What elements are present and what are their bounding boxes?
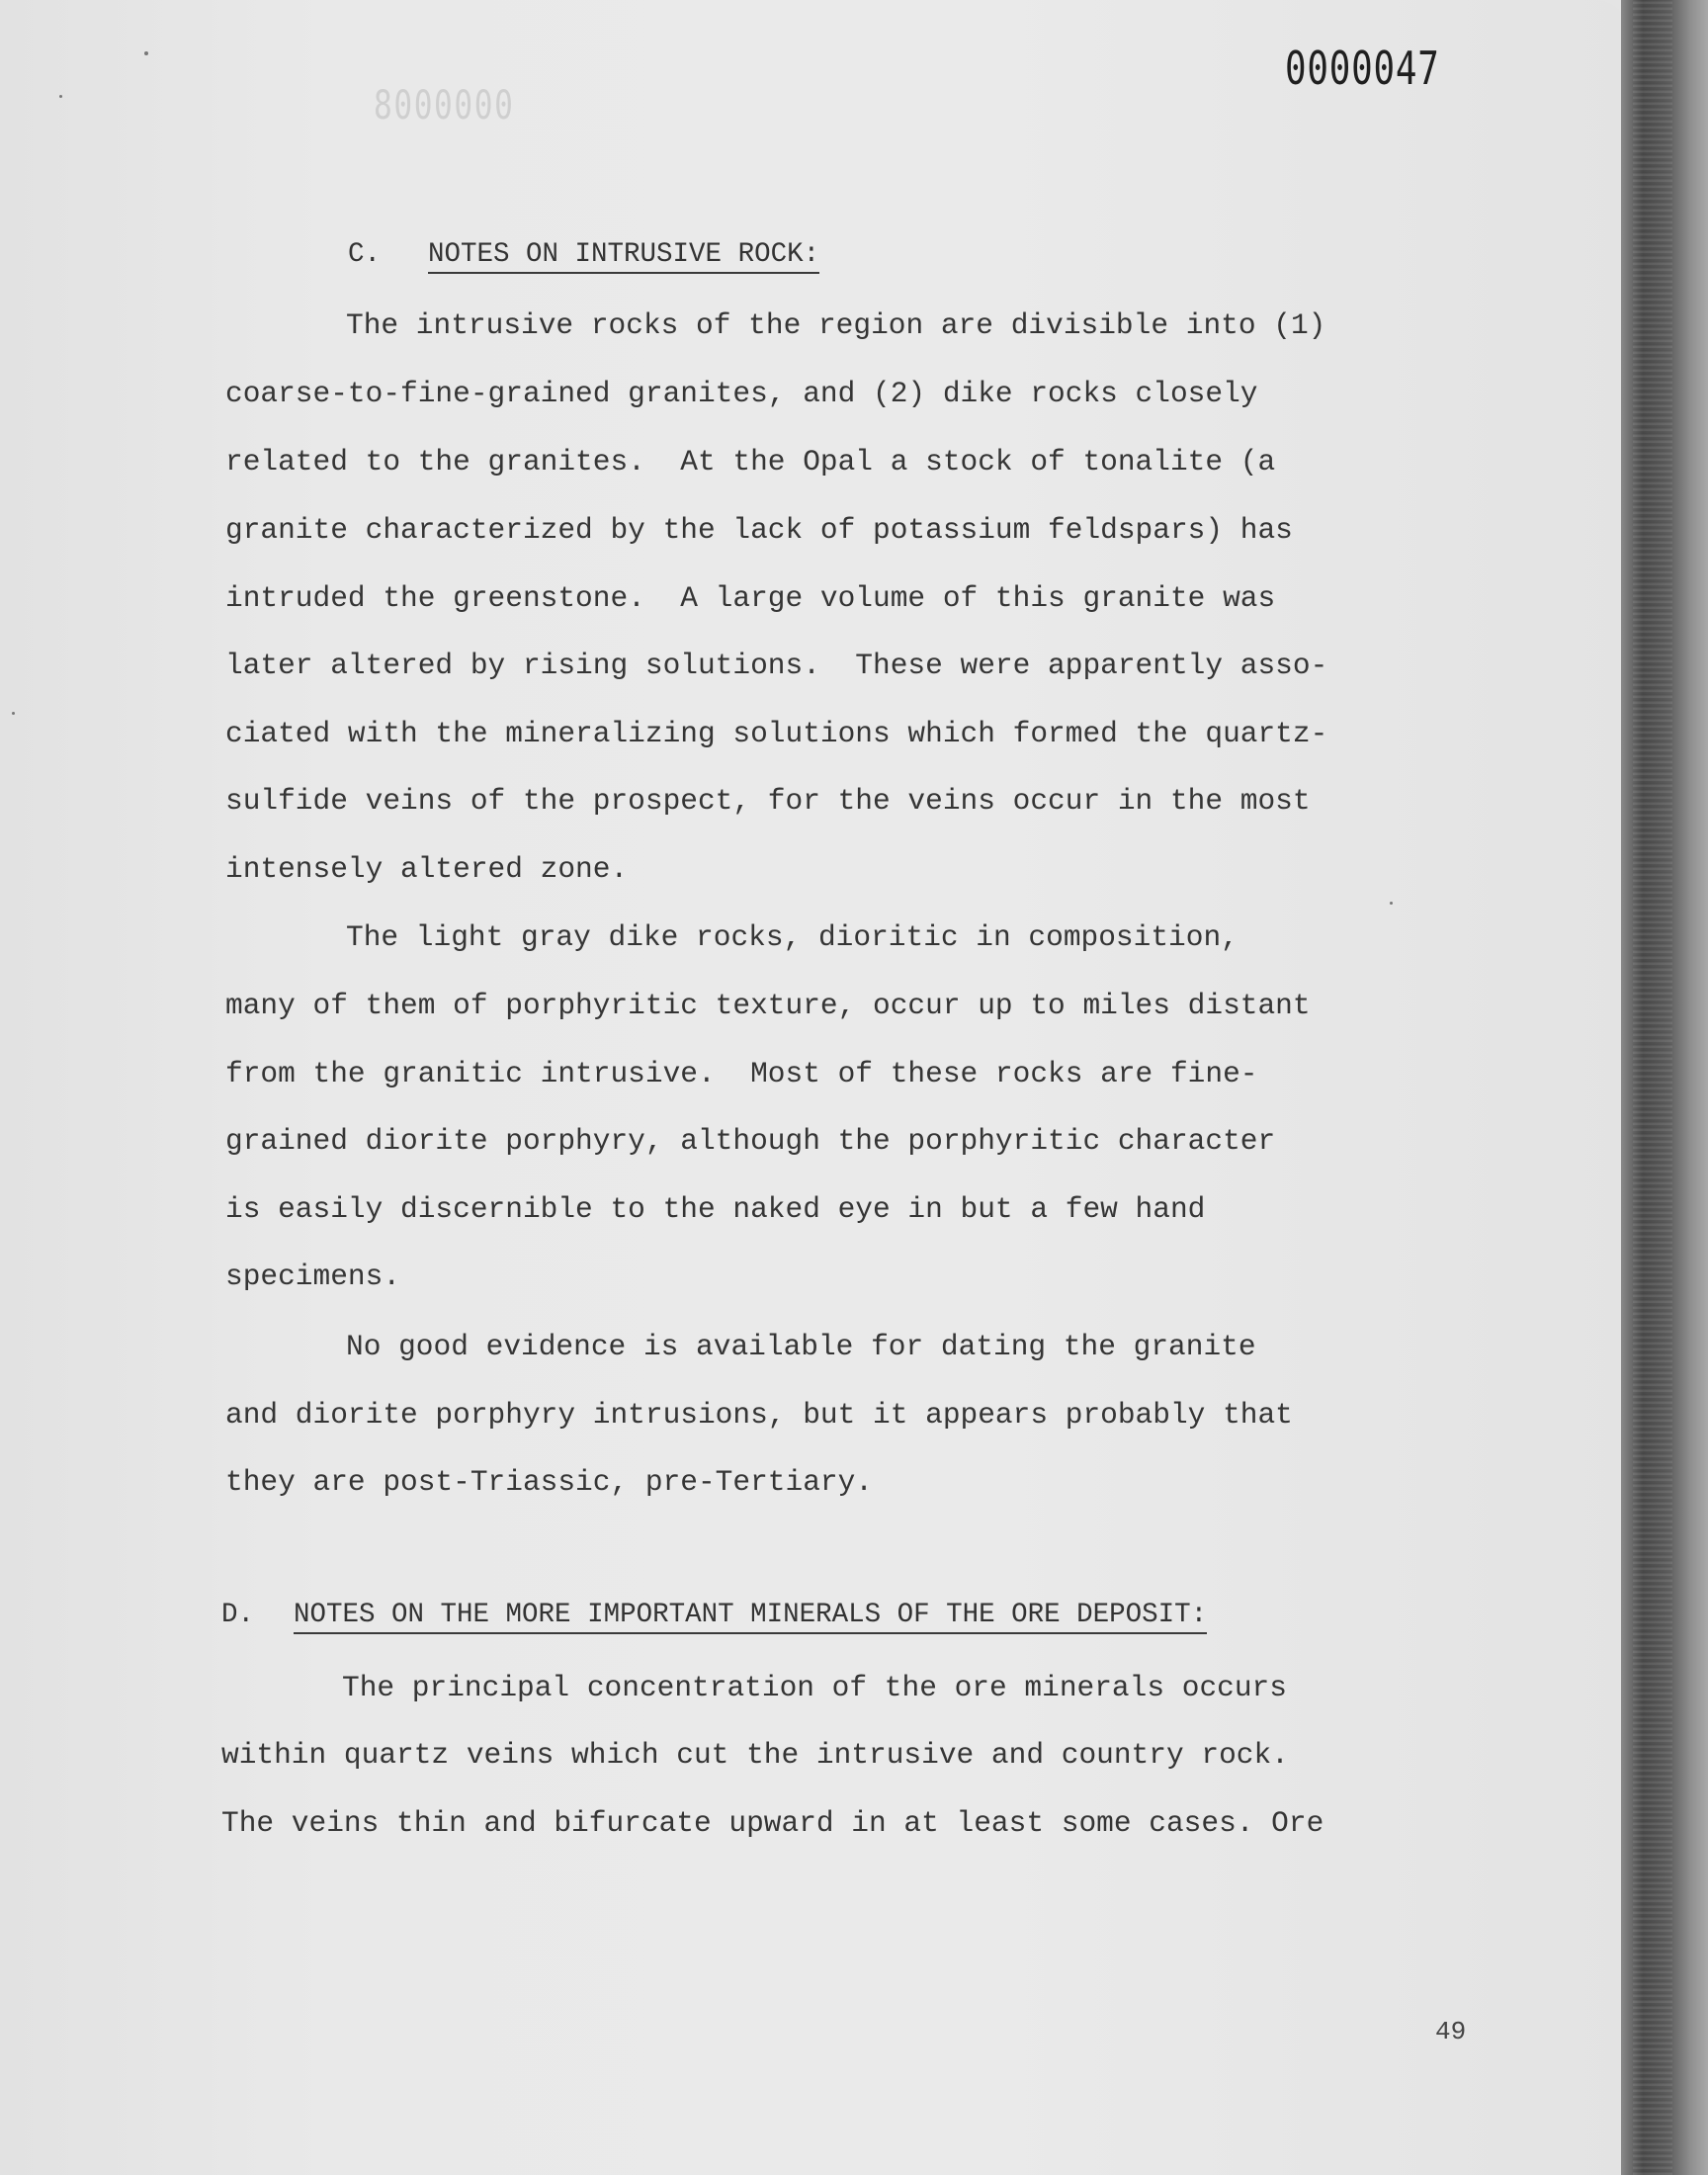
document-control-number: 0000047	[1285, 42, 1440, 95]
body-line: The light gray dike rocks, dioritic in composition,	[346, 920, 1238, 954]
body-line: sulfide veins of the prospect, for the veins occur in the most	[225, 784, 1311, 818]
section-d-letter: D.	[221, 1600, 255, 1630]
body-line: intensely altered zone.	[225, 852, 629, 886]
body-line: related to the granites. At the Opal a stock of tonalite (a	[225, 445, 1276, 478]
scan-speck	[144, 51, 148, 55]
body-line: from the granitic intrusive. Most of these rocks are fine-	[225, 1057, 1258, 1090]
section-d-title: NOTES ON THE MORE IMPORTANT MINERALS OF THE ORE DEPOSIT:	[294, 1600, 1207, 1634]
body-line: specimens.	[225, 1260, 401, 1293]
body-line: The veins thin and bifurcate upward in at least some cases. Ore	[221, 1806, 1324, 1840]
section-d-heading	[221, 1600, 1207, 1634]
body-line: many of them of porphyritic texture, occur up to miles distant	[225, 989, 1311, 1022]
body-line: and diorite porphyry intrusions, but it appears probably that	[225, 1398, 1293, 1432]
body-line: The intrusive rocks of the region are divisible into (1)	[346, 308, 1326, 342]
faint-stamp-number: 8000000	[374, 83, 515, 129]
section-c-title: NOTES ON INTRUSIVE ROCK:	[428, 239, 819, 274]
body-line: intruded the greenstone. A large volume of this granite was	[225, 581, 1276, 615]
body-line: No good evidence is available for dating the granite	[346, 1330, 1256, 1363]
body-line: later altered by rising solutions. These were apparently asso-	[225, 649, 1328, 682]
body-line: The principal concentration of the ore minerals occurs	[342, 1671, 1287, 1704]
page-number: 49	[1435, 2017, 1467, 2046]
section-c-heading	[348, 239, 819, 274]
scan-edge-texture	[1633, 0, 1672, 2175]
body-line: within quartz veins which cut the intrusive and country rock.	[221, 1738, 1289, 1772]
body-line: ciated with the mineralizing solutions which formed the quartz-	[225, 717, 1328, 750]
body-line: grained diorite porphyry, although the porphyritic character	[225, 1124, 1276, 1158]
scan-speck	[1390, 902, 1393, 905]
section-c-letter: C.	[348, 239, 382, 270]
body-line: coarse-to-fine-grained granites, and (2) dike rocks closely	[225, 377, 1258, 410]
scan-speck	[12, 712, 15, 715]
body-line: they are post-Triassic, pre-Tertiary.	[225, 1465, 874, 1499]
scan-speck	[59, 95, 62, 98]
body-line: is easily discernible to the naked eye in but a few hand	[225, 1192, 1206, 1226]
body-line: granite characterized by the lack of potassium feldspars) has	[225, 513, 1293, 547]
